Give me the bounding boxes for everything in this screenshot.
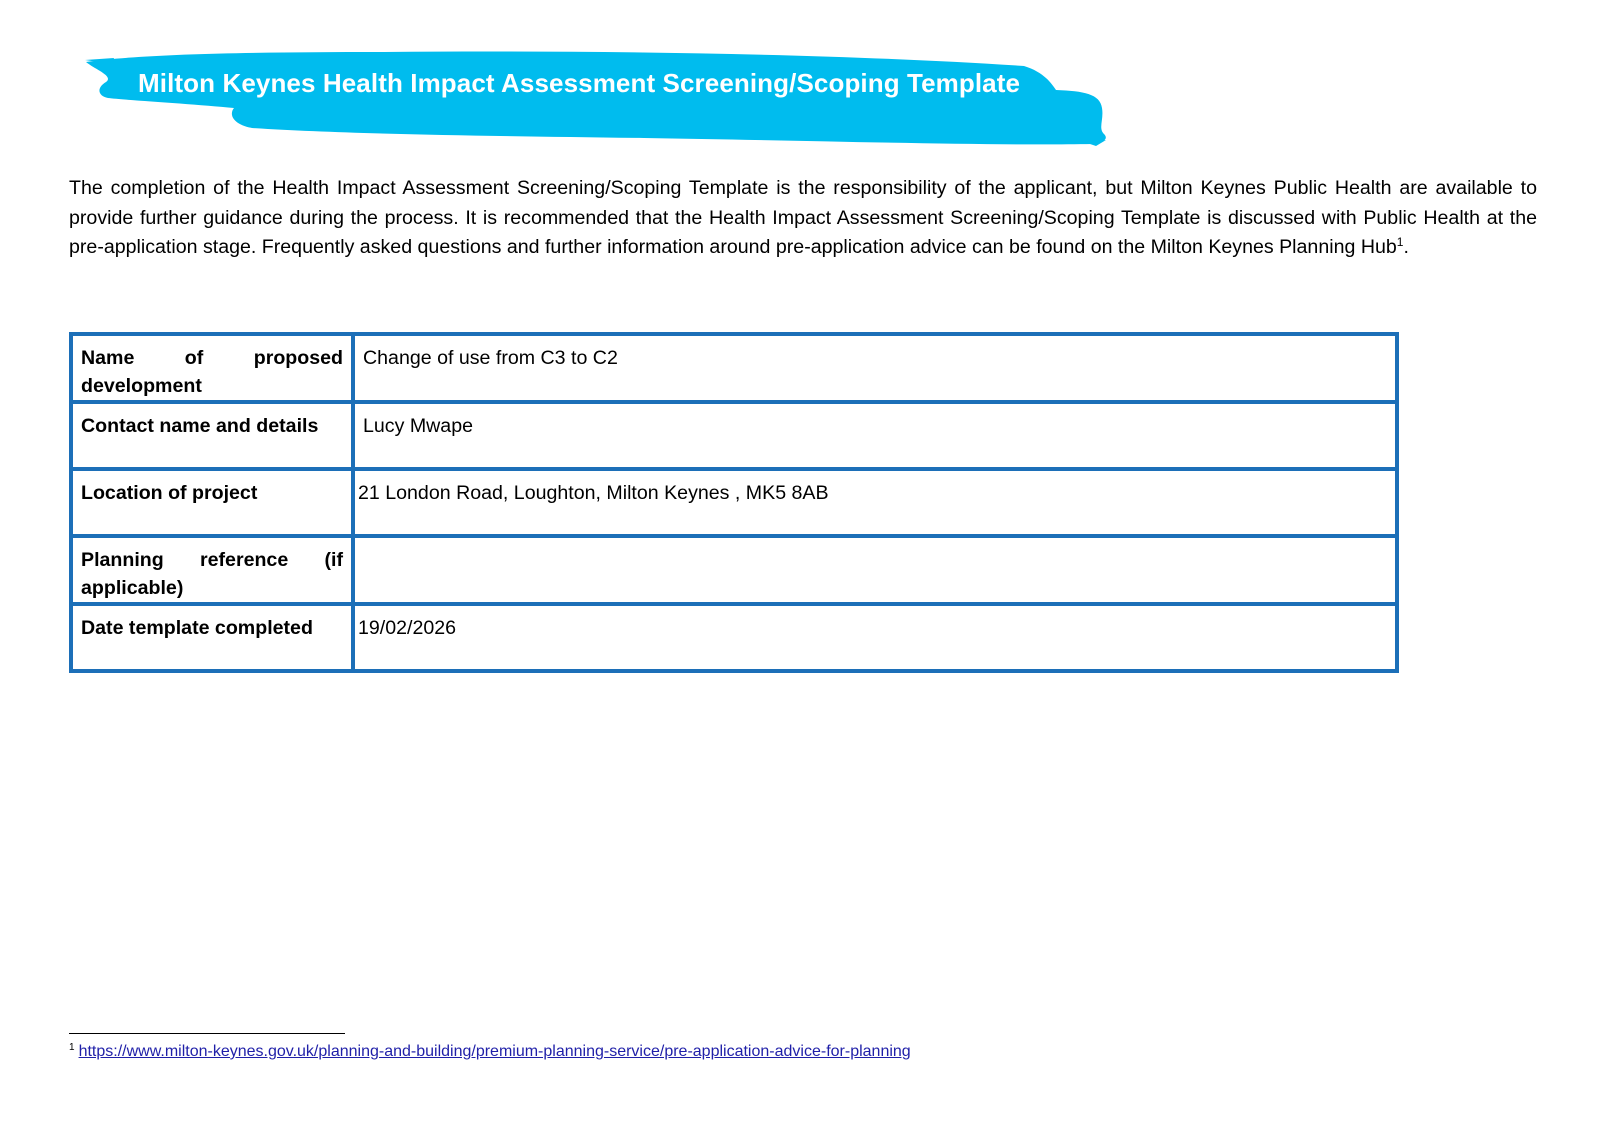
table-row: [71, 334, 1397, 402]
row-label-date-completed: Date template completed: [71, 604, 353, 671]
brush-stroke-shape: [84, 50, 1134, 154]
row-label-contact: Contact name and details: [71, 402, 353, 469]
footnote-number: 1: [69, 1042, 75, 1053]
table-row: [71, 536, 1397, 604]
row-value-date-completed[interactable]: 19/02/2026: [353, 604, 1397, 671]
intro-paragraph: [69, 174, 1537, 263]
footnote: [69, 1043, 911, 1061]
table-row: [71, 469, 1397, 536]
row-value-planning-reference[interactable]: [353, 536, 1397, 604]
table-row: [71, 402, 1397, 469]
row-value-location[interactable]: 21 London Road, Loughton, Milton Keynes , MK5 8AB: [353, 469, 1397, 536]
intro-text: The completion of the Health Impact Assessment Screening/Scoping Template is the responsibility of the applicant, but Milton Keynes Public Health are available to provide further guidance during the process. It is recommended that the Health Impact Assessment Screening/Scoping Template is discussed with Public Health at the pre-application stage. Frequently asked questions and further information around pre-application advice can be found on the Milton Keynes Planning Hub: [69, 177, 1537, 258]
footnote-link[interactable]: https://www.milton-keynes.gov.uk/planning-and-building/premium-planning-service/pre-application-advice-for-planning: [78, 1043, 911, 1060]
development-details-table: [69, 332, 1399, 673]
intro-end: .: [1403, 236, 1409, 258]
table-row: [71, 604, 1397, 671]
row-label-planning-reference: Planning reference (if applicable): [71, 536, 353, 604]
row-label-development-name: Name of proposed development: [71, 334, 353, 402]
footnote-reference[interactable]: 1: [1396, 235, 1404, 249]
title-banner: [84, 50, 1134, 154]
document-title: Milton Keynes Health Impact Assessment Screening/Scoping Template: [138, 68, 1021, 98]
row-value-contact[interactable]: Lucy Mwape: [353, 402, 1397, 469]
footnote-separator: [69, 1033, 345, 1034]
row-label-location: Location of project: [71, 469, 353, 536]
row-value-development-name[interactable]: Change of use from C3 to C2: [353, 334, 1397, 402]
